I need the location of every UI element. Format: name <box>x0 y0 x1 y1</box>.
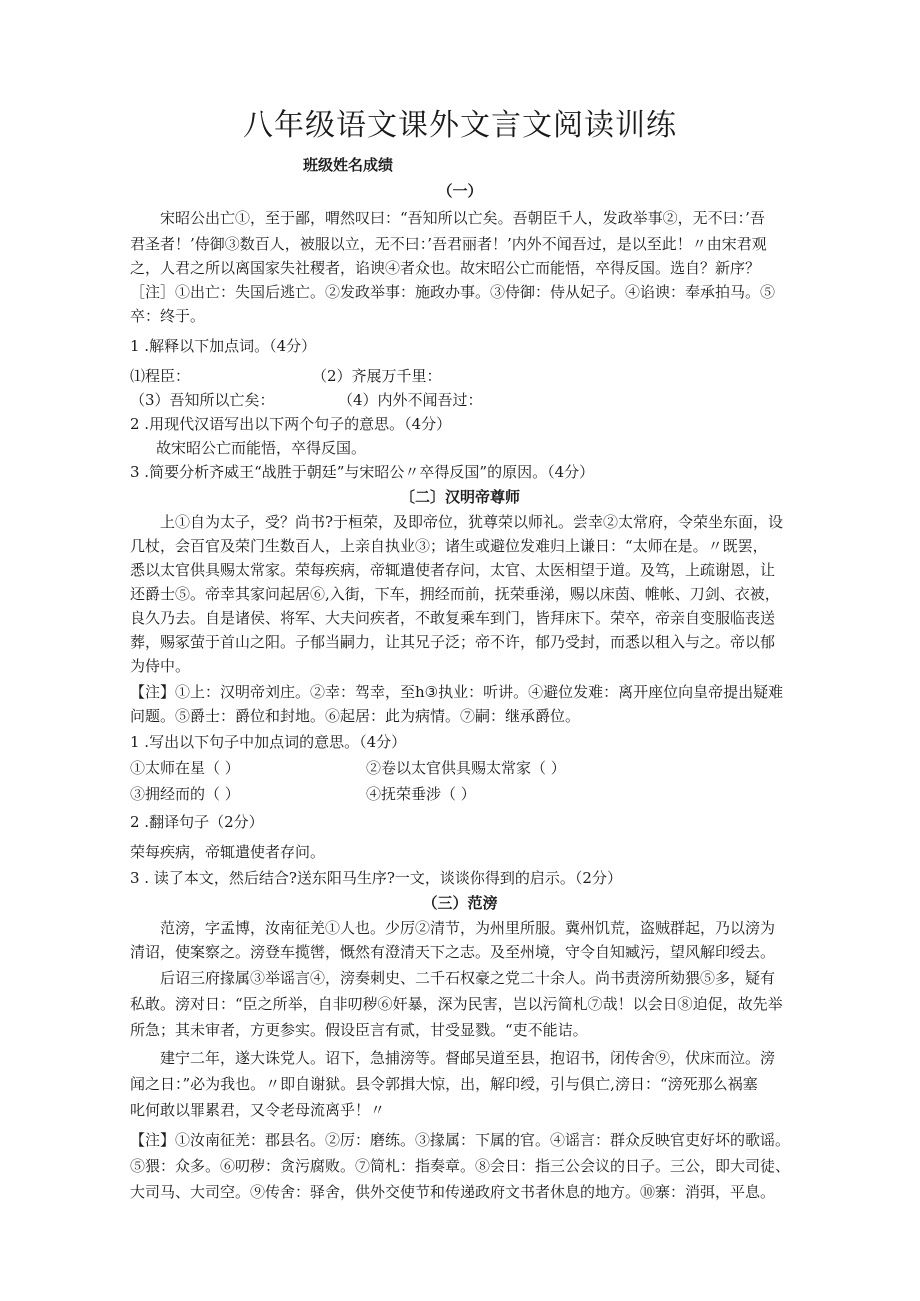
s2-question-2: 2 .翻译句子（2分） <box>130 813 264 831</box>
section-2-heading: 〔二〕汉明帝尊师 <box>399 488 520 506</box>
s2-passage-line: 几杖，会百官及荣门生数百人，上亲自执业③；诸生或避位发难归上谦日：“太师在是。〃既罢， <box>130 537 768 555</box>
s1-question-3: 3 .简要分析齐威王“战胜于朝廷”与宋昭公〃卒得反国”的原因。（4分） <box>130 463 595 481</box>
s3-passage-line: 私敢。滂对日：“臣之所举，自非叨秽⑥奸暴，深为民害，岂以污简札⑦哉！以会日⑧迫促，故先举 <box>130 995 783 1013</box>
s1-passage-line: 宋昭公出亡①，至于鄙，喟然叹曰：“吾知所以亡矣。吾朝臣千人，发政举事②，无不曰：’吾 <box>160 209 765 227</box>
s2-q1-item: ①太师在星（ ） <box>130 759 240 777</box>
s3-passage-line: 叱何敢以罪累君，又令老母流离乎！〃 <box>130 1101 386 1119</box>
s1-passage-line: 君圣者！’侍御③数百人，被服以立，无不曰：’吾君丽者！’内外不闻吾过，是以至此！〃由宋君观 <box>130 235 767 253</box>
s2-passage-line: 悉以太官供具赐太常家。荣每疾病，帝辄遣使者存问，太官、太医相望于道。及笃，上疏谢恩，让 <box>130 561 776 579</box>
s1-note-line: 卒：终于。 <box>130 307 206 325</box>
s3-passage-line: 清诏，使案察之。滂登车揽辔，慨然有澄清天下之志。及至州境，守令自知臧污，望风解印绶去。 <box>130 943 776 961</box>
s3-passage-line: 闻之日：”必为我也。〃即自谢狱。县令郭揖大惊，出，解印绶，引与俱亡,滂日：“滂死那么祸塞 <box>130 1075 758 1093</box>
s1-q1-item: ⑴程臣： <box>130 367 191 385</box>
s2-q2-sentence: 荣每疾病，帝辄遣使者存问。 <box>130 843 326 861</box>
s2-q1-item: ④抚荣垂涉（ ） <box>366 785 476 803</box>
s3-passage-line: 后诏三府掾属③举谣言④，滂奏刺史、二千石权豪之党二十余人。尚书责滂所劾猥⑤多，疑有 <box>160 969 776 987</box>
s2-passage-line: 良久乃去。自是诸侯、将军、大夫问疾者，不敢复乘车到门，皆拜床下。荣卒，帝亲自变服临丧送 <box>130 609 776 627</box>
document-title: 八年级语文课外文言文阅读训练 <box>243 108 677 143</box>
class-name-score-line: 班级姓名成绩 <box>303 156 394 174</box>
s1-q1-item: （2）齐展万千里： <box>312 367 442 385</box>
s1-question-2: 2 .用现代汉语写出以下两个句子的意思。（4分） <box>130 415 452 433</box>
s1-q1-item: （4）内外不闻吾过： <box>338 391 483 409</box>
s2-passage-line: 还爵士⑤。帝幸其家问起居⑥,入街，下车，拥经而前，抚荣垂涕，赐以床茵、帷帐、刀剑、衣被， <box>130 585 780 603</box>
section-3-heading: （三）范滂 <box>422 894 498 912</box>
s1-question-1: 1 .解释以下加点词。（4分） <box>130 337 317 355</box>
s3-passage-line: 建宁二年，遂大诛党人。诏下，急捕滂等。督邮吴道至县，抱诏书，闭传舍⑨，伏床而泣。滂 <box>160 1049 776 1067</box>
s3-note-line: 大司马、大司空。⑨传舍：驿舍，供外交使节和传递政府文书者休息的地方。⑩寨：消弭，平息。 <box>130 1183 776 1201</box>
s3-note-line: ⑤猥：众多。⑥叨秽：贪污腐败。⑦简札：指奏章。⑧会日：指三公会议的日子。三公，即大司徒、 <box>130 1157 791 1175</box>
s2-passage-line: 为侍中。 <box>130 657 191 675</box>
s2-note-line: 【注】①上：汉明帝刘庄。②幸：驾幸，至h③执业：听讲。④避位发难：离开座位向皇帝提出疑难 <box>130 683 784 701</box>
s1-passage-line: 之，人君之所以离国家失社稷者，谄谀④者众也。故宋昭公亡而能悟，卒得反国。选自？新序？ <box>130 259 761 277</box>
s2-passage-line: 葬，赐冢萤于首山之阳。子郁当嗣力，让其兄子泛；帝不许，郁乃受封，而悉以租入与之。帝以郁 <box>130 633 776 651</box>
s2-q1-item: ②卷以太官供具赐太常家（ ） <box>366 759 566 777</box>
s1-q2-sentence: 故宋昭公亡而能悟，卒得反国。 <box>156 439 367 457</box>
s3-passage-line: 范滂，字孟博，汝南征羌①人也。少厉②清节，为州里所服。冀州饥荒，盗贼群起，乃以滂为 <box>160 919 776 937</box>
s2-question-1: 1 .写出以下句子中加点词的意思。（4分） <box>130 733 407 751</box>
s2-passage-line: 上①自为太子，受？尚书?于桓荣，及即帝位，犹尊荣以师礼。尝幸②太常府，令荣坐东面，设 <box>160 513 784 531</box>
s1-q1-item: （3）吾知所以亡矣： <box>130 391 275 409</box>
s2-q1-item: ③拥经而的（ ） <box>130 785 240 803</box>
s1-note-line: ［注］①出亡：失国后逃亡。②发政举事：施政办事。③侍御：侍从妃子。④谄谀：奉承拍马。⑤ <box>130 283 776 301</box>
s3-note-line: 【注】①汝南征羌：郡县名。②厉：磨练。③掾属：下属的官。④谣言：群众反映官吏好坏的歌谣。 <box>130 1131 791 1149</box>
s2-note-line: 问题。⑤爵士：爵位和封地。⑥起居：此为病情。⑦嗣：继承爵位。 <box>130 707 581 725</box>
section-1-heading: （一） <box>437 182 483 200</box>
s3-passage-line: 所急；其未审者，方更参实。假设臣言有贰，甘受显戮。“吏不能诘。 <box>130 1021 588 1039</box>
s2-question-3: 3 . 读了本文，然后结合?送东阳马生序?一文，谈谈你得到的启示。（2分） <box>130 869 622 887</box>
